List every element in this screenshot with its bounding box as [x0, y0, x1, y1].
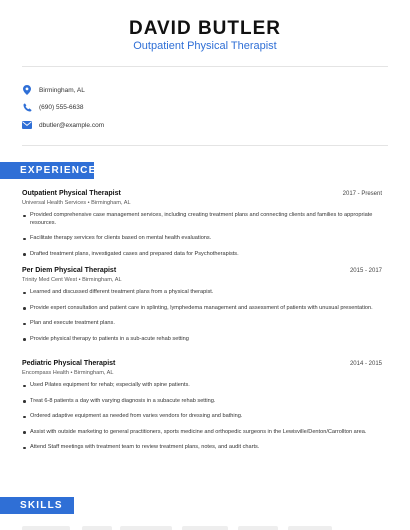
experience-bullet: Plan and execute treatment plans. — [22, 320, 382, 328]
experience-bullet: Provide expert consultation and patient care in splinting, lymphedema management and assessment of patients with unusual presentation. — [22, 305, 382, 313]
experience-dates: 2014 - 2015 — [349, 361, 382, 367]
skills-section-header: SKILLS — [0, 497, 74, 514]
experience-job-title: Per Diem Physical Therapist — [22, 267, 117, 274]
experience-dates: 2015 - 2017 — [349, 268, 382, 274]
experience-bullets — [22, 212, 382, 258]
contact-location-text: Birmingham, AL — [39, 86, 85, 94]
experience-organization: Trinity Med Cent West • Birmingham, AL — [22, 277, 122, 283]
experience-section-header: EXPERIENCE — [0, 162, 94, 179]
contact-divider — [22, 145, 388, 146]
job-title-heading: Outpatient Physical Therapist — [133, 40, 277, 52]
contact-email-text: dbutler@example.com — [39, 121, 105, 129]
contact-phone-text: (690) 555-6638 — [39, 103, 84, 111]
experience-bullet: Facilitate therapy services for clients based on mental health evaluations. — [22, 235, 382, 243]
experience-bullets — [22, 382, 382, 452]
experience-bullet: Treat 6-8 patients a day with varying diagnosis in a subacute rehab setting. — [22, 398, 382, 406]
skill-pill — [238, 526, 278, 530]
phone-icon — [22, 102, 32, 112]
contact-email — [22, 119, 104, 131]
contact-phone — [22, 101, 83, 113]
experience-bullet: Drafted treatment plans, investigated cases and prepared data for Psychotherapists. — [22, 251, 382, 259]
experience-job-title: Outpatient Physical Therapist — [22, 190, 121, 197]
experience-bullet: Attend Staff meetings with treatment team to review treatment plans, notes, and audit charts. — [22, 444, 382, 452]
email-icon — [22, 120, 32, 130]
experience-bullet: Provide physical therapy to patients in a sub-acute rehab setting — [22, 336, 382, 344]
experience-entry — [22, 267, 382, 351]
experience-bullet: Learned and discussed different treatment plans from a physical therapist. — [22, 289, 382, 297]
experience-organization: Encompass Health • Birmingham, AL — [22, 370, 114, 376]
header-divider — [22, 66, 388, 67]
experience-job-title: Pediatric Physical Therapist — [22, 360, 116, 367]
skill-pill — [288, 526, 332, 530]
skill-pill — [120, 526, 172, 530]
skill-pill — [22, 526, 70, 530]
candidate-name: DAVID BUTLER — [128, 18, 282, 39]
experience-bullet: Used Pilates equipment for rehab; especially with spine patients. — [22, 382, 382, 390]
contact-location — [22, 84, 85, 96]
experience-bullets — [22, 289, 382, 343]
experience-entry — [22, 360, 382, 460]
experience-bullet: Provided comprehensive case management services, including creating treatment plans and connecting clients and families to appropriate resources. — [22, 212, 382, 227]
experience-organization: Universal Health Services • Birmingham, AL — [22, 200, 131, 206]
experience-bullet: Assist with outside marketing to general practitioners, sports medicine and orthopedic surgeons in the Lewisville/Denton/Carrollton area. — [22, 429, 382, 437]
experience-bullet: Ordered adaptive equipment as needed from varies vendors for dressing and bathing. — [22, 413, 382, 421]
skill-pill — [82, 526, 112, 530]
experience-entry — [22, 190, 382, 266]
experience-dates: 2017 - Present — [342, 191, 382, 197]
skill-pill — [182, 526, 228, 530]
location-pin-icon — [22, 85, 32, 95]
